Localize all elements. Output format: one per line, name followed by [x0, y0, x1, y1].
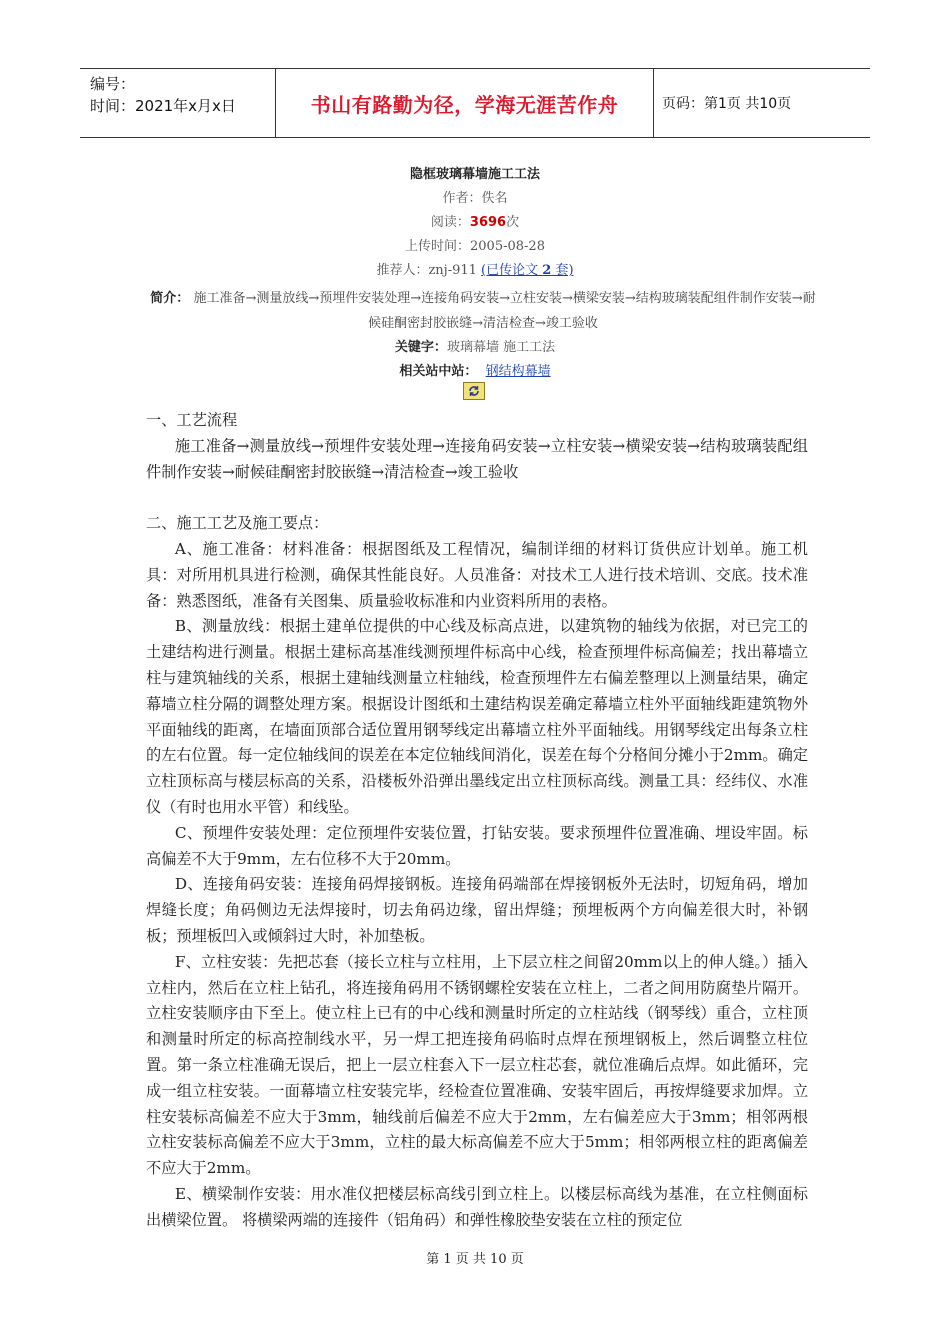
keywords-label: 关键字：: [394, 340, 447, 355]
keywords-text: 玻璃幕墙 施工工法: [446, 340, 556, 355]
header-meta-cell: [80, 69, 276, 137]
document-title: 隐框玻璃幕墙施工工法: [409, 167, 540, 182]
read-count: [0, 211, 950, 230]
recommender-prefix: 推荐人：znj-911: [376, 263, 482, 278]
page-indicator: 页码：第1页 共10页: [662, 96, 792, 112]
section-2-title: 二、施工工艺及施工要点：: [146, 514, 329, 533]
link-post: 套): [551, 263, 574, 278]
refresh-icon-glyph: [467, 384, 481, 398]
paragraph-e: E、横梁制作安装：用水准仪把楼层标高线引到立柱上。以楼层标高线为基准，在立柱侧面标出横梁位置。 将横梁两端的连接件（铝角码）和弹性橡胶垫安装在立柱的预定位: [146, 1184, 808, 1229]
summary-label: 简介：: [150, 291, 190, 306]
article-body: [146, 408, 808, 1234]
reads-number: 3696: [469, 215, 507, 230]
upload-time: 上传时间：2005-08-28: [405, 239, 545, 254]
section-1-text: 施工准备→测量放线→预埋件安装处理→连接角码安装→立柱安装→横梁安装→结构玻璃装配组件制作安装→耐候硅酮密封胶嵌缝→清洁检查→竣工验收: [146, 436, 808, 481]
related-label: 相关站中站：: [399, 364, 478, 379]
reads-suffix: 次: [506, 215, 520, 230]
paragraph-c: C、预埋件安装处理：定位预埋件安装位置，打钻安装。要求预埋件位置准确、埋设牢固。标高偏差不大于9mm，左右位移不大于20mm。: [146, 823, 808, 868]
related-sites: [0, 360, 950, 379]
link-count: 2: [542, 263, 552, 278]
related-link[interactable]: 钢结构幕墙: [485, 364, 551, 379]
summary-text: 施工准备→测量放线→预埋件安装处理→连接角码安装→立柱安装→横梁安装→结构玻璃装配组件制作安装→耐候硅酮密封胶嵌缝→清洁检查→竣工验收: [193, 291, 816, 331]
recommender: [0, 259, 950, 278]
recommender-papers-link[interactable]: [481, 263, 573, 278]
reads-prefix: 阅读：: [430, 215, 470, 230]
number-label: 编号：: [90, 75, 136, 93]
summary: [148, 286, 818, 336]
header-table: [80, 68, 870, 138]
refresh-icon[interactable]: [463, 382, 485, 400]
paragraph-a: A、施工准备：材料准备：根据图纸及工程情况，编制详细的材料订货供应计划单。施工机具：对所用机具进行检测，确保其性能良好。人员准备：对技术工人进行技术培训、交底。技术准备：熟悉图纸，准备有关图集、质量验收标准和内业资料所用的表格。: [146, 539, 808, 610]
keywords: [0, 336, 950, 355]
paragraph-b: B、测量放线：根据土建单位提供的中心线及标高点进，以建筑物的轴线为依据，对已完工的土建结构进行测量。根据土建标高基准线测预埋件标高中心线，检查预埋件标高偏差；找出幕墙立柱与建筑轴线的关系，根据土建轴线测量立柱轴线，检查预埋件左右偏差整理以上测量结果，确定幕墙立柱分隔的调整处理方案。根据设计图纸和土建结构误差确定幕墙立柱外平面轴线距建筑物外平面轴线的距离，在墙面顶部合适位置用钢琴线定出幕墙立柱外平面轴线。用钢琴线定出每条立柱的左右位置。每一定位轴线间的误差在本定位轴线间消化，误差在每个分格间分摊小于2mm。确定立柱顶标高与楼层标高的关系，沿楼板外沿弹出墨线定出立柱顶标高线。测量工具：经纬仪、水准仪（有时也用水平管）和线坠。: [146, 617, 808, 816]
link-pre: (已传论文: [481, 263, 543, 278]
paragraph-f: F、立柱安装：先把芯套（接长立柱与立柱用，上下层立柱之间留20mm以上的伸人缝。）插入立柱内，然后在立柱上钻孔，将连接角码用不锈钢螺栓安装在立柱上，二者之间用防腐垫片隔开。立柱安装顺序由下至上。使立柱上已有的中心线和测量时所定的立柱站线（钢琴线）重合，立柱顶和测量时所定的标高控制线水平，另一焊工把连接角码临时点焊在预埋钢板上，然后调整立柱位置。第一条立柱准确无误后，把上一层立柱套入下一层立柱芯套，就位准确后点焊。如此循环，完成一组立柱安装。一面幕墙立柱安装完毕，经检查位置准确、安装牢固后，再按焊缝要求加焊。立柱安装标高偏差不应大于3mm，轴线前后偏差不应大于2mm，左右偏差应大于3mm；相邻两根立柱安装标高偏差不应大于3mm，立柱的最大标高偏差不应大于5mm；相邻两根立柱的距离偏差不应大于2mm。: [146, 952, 808, 1178]
paragraph-d: D、连接角码安装：连接角码焊接钢板。连接角码端部在焊接钢板外无法时，切短角码，增加焊缝长度；角码侧边无法焊接时，切去角码边缘，留出焊缝；预埋板两个方向偏差很大时，补钢板；预埋板凹入或倾斜过大时，补加垫板。: [146, 875, 808, 945]
author: 作者：佚名: [442, 191, 508, 206]
page-footer: 第 1 页 共 10 页: [426, 1252, 524, 1267]
section-1-title: 一、工艺流程: [146, 411, 238, 429]
motto: 书山有路勤为径，学海无涯苦作舟: [276, 69, 654, 137]
date-label: 时间：2021年x月x日: [90, 97, 236, 115]
